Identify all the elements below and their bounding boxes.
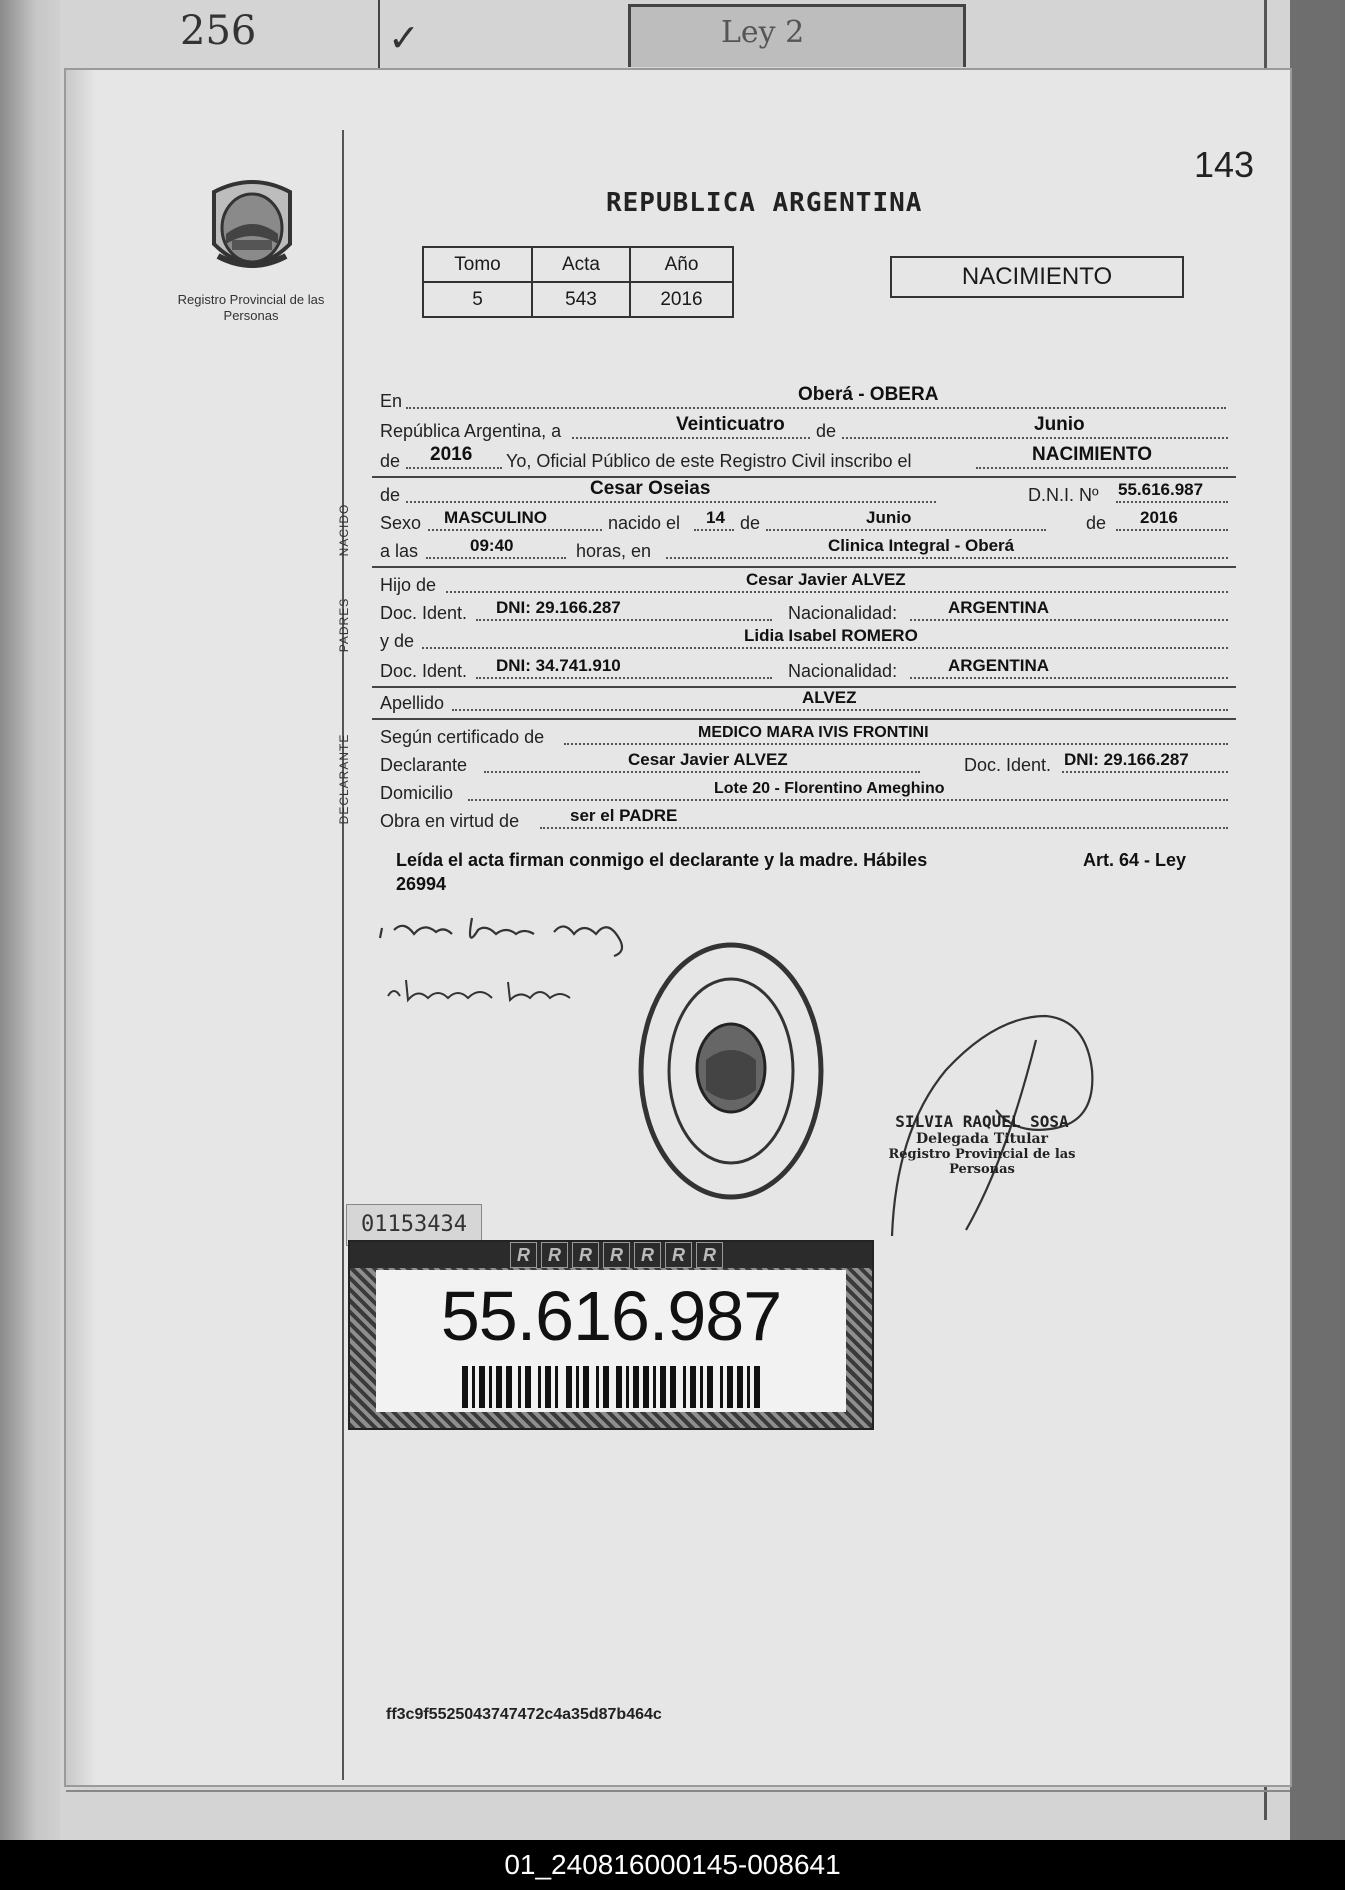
margin-line (342, 130, 344, 1780)
row-date (380, 416, 1228, 442)
father-signature-icon (374, 900, 674, 960)
closing-law-number: 26994 (396, 874, 447, 894)
value-birth-year: 2016 (1140, 508, 1178, 527)
value-domicilio: Lote 20 - Florentino Ameghino (714, 780, 945, 797)
row-surname (380, 688, 1228, 714)
label-declarante: Declarante (380, 755, 468, 775)
label-republica: República Argentina, a (380, 421, 562, 441)
birth-certificate-page (66, 70, 1290, 1785)
image-caption-bar (0, 1840, 1345, 1890)
label-obra: Obra en virtud de (380, 811, 520, 831)
sticker-dni-number: 55.616.987 (440, 1277, 782, 1355)
document-hash: ff3c9f5525043747472c4a35d87b464c (386, 1706, 662, 1723)
side-label-padres: PADRES (337, 597, 351, 653)
official-org: Registro Provincial de las Personas (888, 1147, 1076, 1177)
label-y-de: y de (380, 631, 415, 651)
image-caption: 01_240816000145-008641 (504, 1849, 841, 1880)
row-father-doc (380, 598, 1228, 624)
row-sex-birth (380, 508, 1228, 534)
row-father (380, 570, 1228, 596)
value-father-name: Cesar Javier ALVEZ (746, 570, 906, 589)
value-certificado: MEDICO MARA IVIS FRONTINI (698, 724, 929, 741)
row-mother-doc (380, 656, 1228, 682)
label-father-doc: Doc. Ident. (380, 603, 468, 623)
label-birth-de: de (740, 513, 761, 533)
label-domicilio: Domicilio (380, 783, 454, 803)
document-title: REPUBLICA ARGENTINA (606, 188, 923, 218)
provincial-seal-icon (204, 174, 300, 284)
row-place (380, 386, 1228, 412)
barcode-icon (462, 1366, 762, 1408)
label-de-year: de (380, 451, 401, 471)
row-child-name (380, 480, 1228, 506)
acta-table (422, 246, 734, 318)
serial-tag: 01153434 (346, 1204, 482, 1246)
side-label-declarante: DECLARANTE (337, 733, 351, 825)
label-child-de: de (380, 485, 401, 505)
underlying-page-number: 256 (180, 8, 257, 54)
row-birth-time (380, 536, 1228, 562)
label-en: En (380, 391, 403, 411)
label-apellido: Apellido (380, 693, 445, 713)
value-mother-nat: ARGENTINA (948, 656, 1050, 675)
value-birth-place: Clinica Integral - Oberá (828, 536, 1015, 555)
value-decl-doc: DNI: 29.166.287 (1064, 750, 1189, 769)
mother-signature-icon (384, 970, 604, 1010)
value-child-dni: 55.616.987 (1118, 480, 1204, 499)
folio-number: 143 (1194, 144, 1255, 185)
label-dni: D.N.I. Nº (1028, 485, 1099, 505)
value-birth-time: 09:40 (470, 536, 514, 555)
row-domicilio (380, 778, 1228, 804)
closing-law: Art. 64 - Ley (1082, 850, 1186, 870)
underlying-stamp-text: Ley 2 (721, 15, 805, 50)
row-inscription (380, 446, 1228, 472)
value-mother-name: Lidia Isabel ROMERO (744, 626, 918, 645)
value-year: 2016 (430, 444, 473, 465)
value-inscribo: NACIMIENTO (1032, 444, 1152, 465)
document-type-box: NACIMIENTO (890, 256, 1184, 298)
row-certificate (380, 722, 1228, 748)
value-sexo: MASCULINO (444, 508, 547, 527)
dni-sticker (348, 1240, 874, 1430)
official-role: Delegada Titular (915, 1131, 1048, 1147)
value-father-nat: ARGENTINA (948, 598, 1050, 617)
value-birth-month: Junio (866, 508, 912, 527)
registry-oval-stamp-icon (636, 940, 826, 1202)
value-child-name: Cesar Oseias (590, 478, 711, 499)
value-declarante: Cesar Javier ALVEZ (628, 750, 788, 769)
official-block (872, 1112, 1092, 1177)
acta-header-anio: Año (630, 247, 733, 282)
value-apellido: ALVEZ (802, 688, 857, 707)
label-mother-nat: Nacionalidad: (788, 661, 898, 681)
value-father-doc: DNI: 29.166.287 (496, 598, 621, 617)
label-decl-doc: Doc. Ident. (964, 755, 1052, 775)
acta-table-header-row (423, 247, 733, 282)
row-obra (380, 806, 1228, 832)
closing-statement (396, 848, 1226, 896)
label-mother-doc: Doc. Ident. (380, 661, 468, 681)
registry-caption: Registro Provincial de las Personas (177, 292, 325, 323)
value-place: Oberá - OBERA (798, 384, 939, 405)
underlying-margin-line (378, 0, 380, 70)
row-declarant (380, 750, 1228, 776)
closing-text: Leída el acta firman conmigo el declarante y la madre. Hábiles (396, 850, 928, 870)
acta-header-acta: Acta (532, 247, 630, 282)
label-birth-de-year: de (1086, 513, 1107, 533)
binding-edge (0, 0, 60, 1840)
label-inscribo: Yo, Oficial Público de este Registro Civil inscribo el (506, 451, 912, 471)
value-mother-doc: DNI: 34.741.910 (496, 656, 621, 675)
value-birth-day: 14 (706, 508, 725, 527)
label-nacido-el: nacido el (608, 513, 681, 533)
official-name: SILVIA RAQUEL SOSA (895, 1112, 1069, 1131)
label-a-las: a las (380, 541, 419, 561)
check-mark-icon: ✓ (388, 18, 420, 60)
acta-table-value-row (423, 282, 733, 317)
acta-value-acta: 543 (532, 282, 630, 317)
sticker-pattern: R R R R R R R (350, 1242, 872, 1268)
side-label-nacido: NACIDO (337, 503, 351, 557)
value-day-words: Veinticuatro (676, 414, 785, 435)
sticker-label (376, 1270, 846, 1412)
label-de-month: de (816, 421, 837, 441)
underlying-stamp (628, 4, 966, 67)
label-sexo: Sexo (380, 513, 422, 533)
label-certificado: Según certificado de (380, 727, 545, 747)
value-obra: ser el PADRE (570, 806, 678, 825)
label-father-nat: Nacionalidad: (788, 603, 898, 623)
label-horas: horas, en (576, 541, 652, 561)
acta-value-tomo: 5 (423, 282, 532, 317)
row-mother (380, 626, 1228, 652)
acta-value-anio: 2016 (630, 282, 733, 317)
value-month: Junio (1034, 414, 1085, 435)
label-hijo-de: Hijo de (380, 575, 437, 595)
acta-header-tomo: Tomo (423, 247, 532, 282)
